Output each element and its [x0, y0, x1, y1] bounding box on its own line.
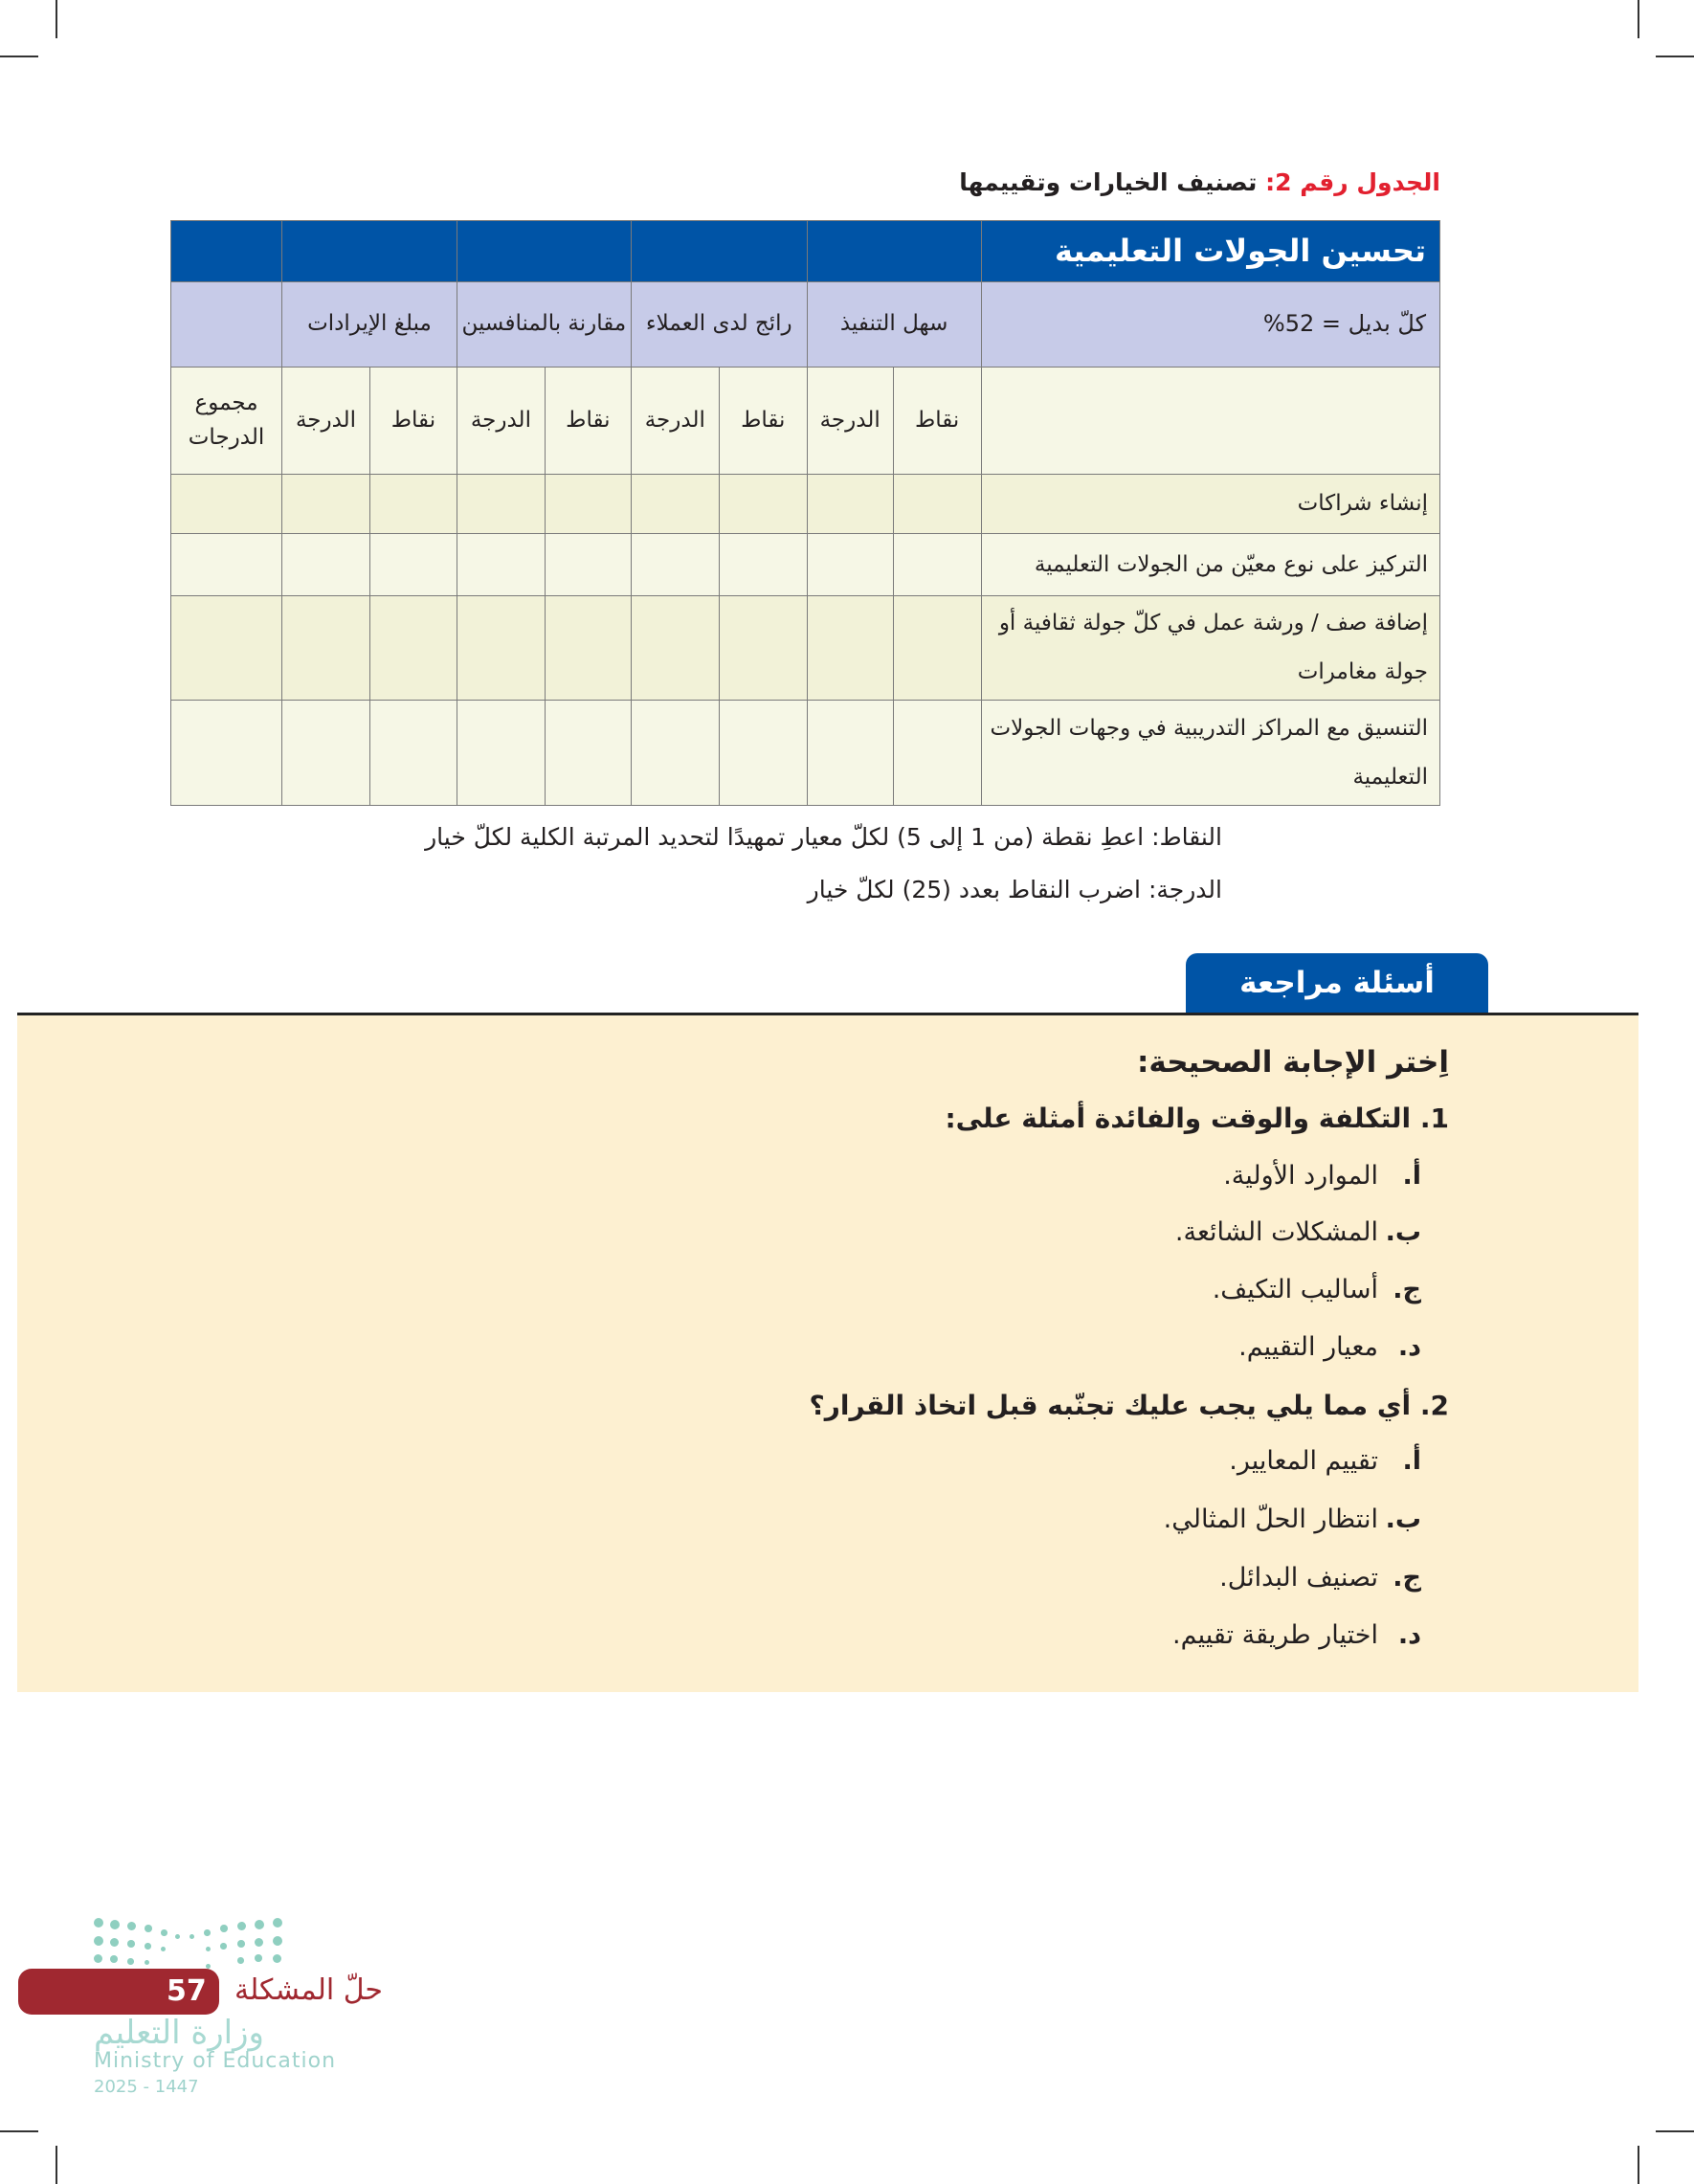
score-cell[interactable]	[719, 534, 807, 596]
table-caption	[959, 168, 1440, 196]
score-cell[interactable]	[719, 475, 807, 534]
grade-header: الدرجة	[282, 368, 370, 475]
answer-option[interactable]	[1213, 1275, 1421, 1304]
logo-dot	[237, 1957, 244, 1964]
year: 2025 - 1447	[94, 2077, 199, 2097]
option-label: التنسيق مع المراكز التدريبية في وجهات الجولات التعليمية	[981, 701, 1439, 806]
score-cell[interactable]	[719, 701, 807, 806]
logo-dot	[204, 1929, 211, 1936]
logo-dot	[255, 1938, 263, 1947]
alternative-weight: كلّ بديل = 52%	[981, 282, 1439, 368]
answer-option[interactable]	[1219, 1563, 1421, 1593]
score-cell[interactable]	[457, 475, 545, 534]
score-cell[interactable]	[893, 701, 981, 806]
score-cell[interactable]	[171, 475, 282, 534]
option-text: أساليب التكيف.	[1212, 1275, 1378, 1304]
option-text: انتظار الحلّ المثالي.	[1163, 1504, 1378, 1534]
ministry-logo-english: Ministry of Education	[94, 2049, 337, 2073]
score-cell[interactable]	[282, 701, 370, 806]
score-cell[interactable]	[171, 701, 282, 806]
answer-option[interactable]	[1229, 1446, 1421, 1476]
points-header: نقاط	[545, 368, 631, 475]
score-cell[interactable]	[807, 596, 893, 701]
score-cell[interactable]	[171, 596, 282, 701]
logo-dot	[110, 1955, 118, 1963]
page-number: 57	[18, 1969, 219, 2015]
score-cell[interactable]	[631, 596, 719, 701]
logo-dot	[110, 1920, 120, 1929]
option-letter: ج.	[1393, 1563, 1421, 1593]
logo-dot	[189, 1934, 194, 1939]
option-letter: د.	[1397, 1332, 1421, 1362]
option-letter: د.	[1397, 1620, 1421, 1650]
note-points: النقاط: اعطِ نقطة (من 1 إلى 5) لكلّ معيار تمهيدًا لتحديد المرتبة الكلية لكلّ خيار	[425, 823, 1222, 851]
score-cell[interactable]	[631, 701, 719, 806]
answer-option[interactable]	[1238, 1332, 1421, 1362]
score-cell[interactable]	[545, 701, 631, 806]
logo-dot	[206, 1947, 211, 1951]
criterion-header: سهل التنفيذ	[807, 282, 981, 368]
score-cell[interactable]	[719, 596, 807, 701]
option-label: إنشاء شراكات	[981, 475, 1439, 534]
option-text: المشكلات الشائعة.	[1174, 1217, 1378, 1247]
option-letter: ج.	[1393, 1275, 1421, 1304]
score-cell[interactable]	[545, 534, 631, 596]
option-letter: أ.	[1402, 1161, 1421, 1191]
score-cell[interactable]	[893, 596, 981, 701]
score-cell[interactable]	[807, 534, 893, 596]
logo-dot	[145, 1960, 149, 1965]
ministry-logo-arabic: وزارة التعليم	[94, 2014, 264, 2052]
logo-dot	[145, 1925, 152, 1932]
logo-dot	[237, 1922, 246, 1930]
question: 1. التكلفة والوقت والفائدة أمثلة على:	[945, 1103, 1449, 1134]
score-cell[interactable]	[631, 475, 719, 534]
logo-dot	[273, 1954, 281, 1963]
logo-dot	[94, 1936, 103, 1946]
total-header: مجموع الدرجات	[171, 368, 282, 475]
logo-dot	[220, 1925, 228, 1932]
option-text: الموارد الأولية.	[1223, 1161, 1378, 1191]
answer-option[interactable]	[1223, 1161, 1421, 1191]
logo-dot	[127, 1940, 135, 1948]
crop-mark	[56, 2146, 57, 2184]
score-cell[interactable]	[369, 701, 457, 806]
score-cell[interactable]	[457, 701, 545, 806]
option-label: إضافة صف / ورشة عمل في كلّ جولة ثقافية أو جولة مغامرات	[981, 596, 1439, 701]
crop-mark	[0, 56, 38, 57]
crop-mark	[1638, 2146, 1639, 2184]
logo-dot	[273, 1936, 282, 1946]
score-cell[interactable]	[807, 475, 893, 534]
score-cell[interactable]	[545, 596, 631, 701]
section-name: حلّ المشكلة	[234, 1973, 383, 2007]
score-cell[interactable]	[282, 534, 370, 596]
score-cell[interactable]	[893, 475, 981, 534]
crop-mark	[1638, 0, 1639, 38]
grade-header: الدرجة	[807, 368, 893, 475]
logo-dot	[110, 1938, 119, 1947]
table-row	[171, 475, 1440, 534]
score-cell[interactable]	[282, 475, 370, 534]
option-letter: ب.	[1385, 1504, 1421, 1534]
option-text: اختيار طريقة تقييم.	[1172, 1620, 1378, 1650]
score-cell[interactable]	[369, 534, 457, 596]
note-grade: الدرجة: اضرب النقاط بعدد (25) لكلّ خيار	[807, 876, 1222, 903]
crop-mark	[56, 0, 57, 38]
points-header: نقاط	[369, 368, 457, 475]
review-tab: أسئلة مراجعة	[1186, 953, 1488, 1013]
logo-dot	[94, 1954, 102, 1963]
logo-dot	[94, 1918, 103, 1928]
option-text: تقييم المعايير.	[1229, 1446, 1378, 1476]
evaluation-table	[170, 220, 1440, 806]
logo-dot	[161, 1947, 166, 1951]
review-heading: اِختر الإجابة الصحيحة:	[1137, 1045, 1449, 1080]
answer-option[interactable]	[1172, 1620, 1421, 1650]
option-text: تصنيف البدائل.	[1219, 1563, 1378, 1593]
option-label: التركيز على نوع معيّن من الجولات التعليمية	[981, 534, 1439, 596]
logo-dot	[127, 1922, 136, 1930]
logo-dot	[145, 1943, 151, 1950]
crop-mark	[1656, 2130, 1694, 2132]
score-cell[interactable]	[807, 701, 893, 806]
logo-dot	[255, 1954, 262, 1962]
caption-title: تصنيف الخيارات وتقييمها	[959, 168, 1258, 196]
logo-dot	[255, 1920, 264, 1929]
table-row	[171, 596, 1440, 701]
score-cell[interactable]	[893, 534, 981, 596]
score-cell[interactable]	[369, 475, 457, 534]
answer-option[interactable]	[1164, 1504, 1421, 1534]
logo-dot	[161, 1929, 167, 1936]
score-cell[interactable]	[631, 534, 719, 596]
table-title: تحسين الجولات التعليمية	[981, 221, 1439, 282]
answer-option[interactable]	[1175, 1217, 1421, 1247]
criterion-header: رائج لدى العملاء	[631, 282, 807, 368]
logo-dot	[220, 1943, 227, 1950]
table-row	[171, 534, 1440, 596]
logo-dot	[273, 1918, 282, 1928]
score-cell[interactable]	[369, 596, 457, 701]
table-row	[171, 701, 1440, 806]
score-cell[interactable]	[457, 534, 545, 596]
score-cell[interactable]	[282, 596, 370, 701]
logo-dot	[127, 1958, 134, 1965]
points-header: نقاط	[719, 368, 807, 475]
points-header: نقاط	[893, 368, 981, 475]
criterion-header: مبلغ الإيرادات	[282, 282, 457, 368]
logo-dot	[237, 1940, 245, 1948]
option-letter: ب.	[1385, 1217, 1421, 1247]
logo-dot	[175, 1934, 180, 1939]
score-cell[interactable]	[171, 534, 282, 596]
crop-mark	[0, 2130, 38, 2132]
grade-header: الدرجة	[457, 368, 545, 475]
caption-label: الجدول رقم 2:	[1265, 168, 1440, 196]
crop-mark	[1656, 56, 1694, 57]
question: 2. أي مما يلي يجب عليك تجنّبه قبل اتخاذ القرار؟	[809, 1390, 1449, 1421]
option-letter: أ.	[1402, 1446, 1421, 1476]
option-text: معيار التقييم.	[1238, 1332, 1378, 1362]
grade-header: الدرجة	[631, 368, 719, 475]
score-cell[interactable]	[545, 475, 631, 534]
score-cell[interactable]	[457, 596, 545, 701]
criterion-header: مقارنة بالمنافسين	[457, 282, 631, 368]
